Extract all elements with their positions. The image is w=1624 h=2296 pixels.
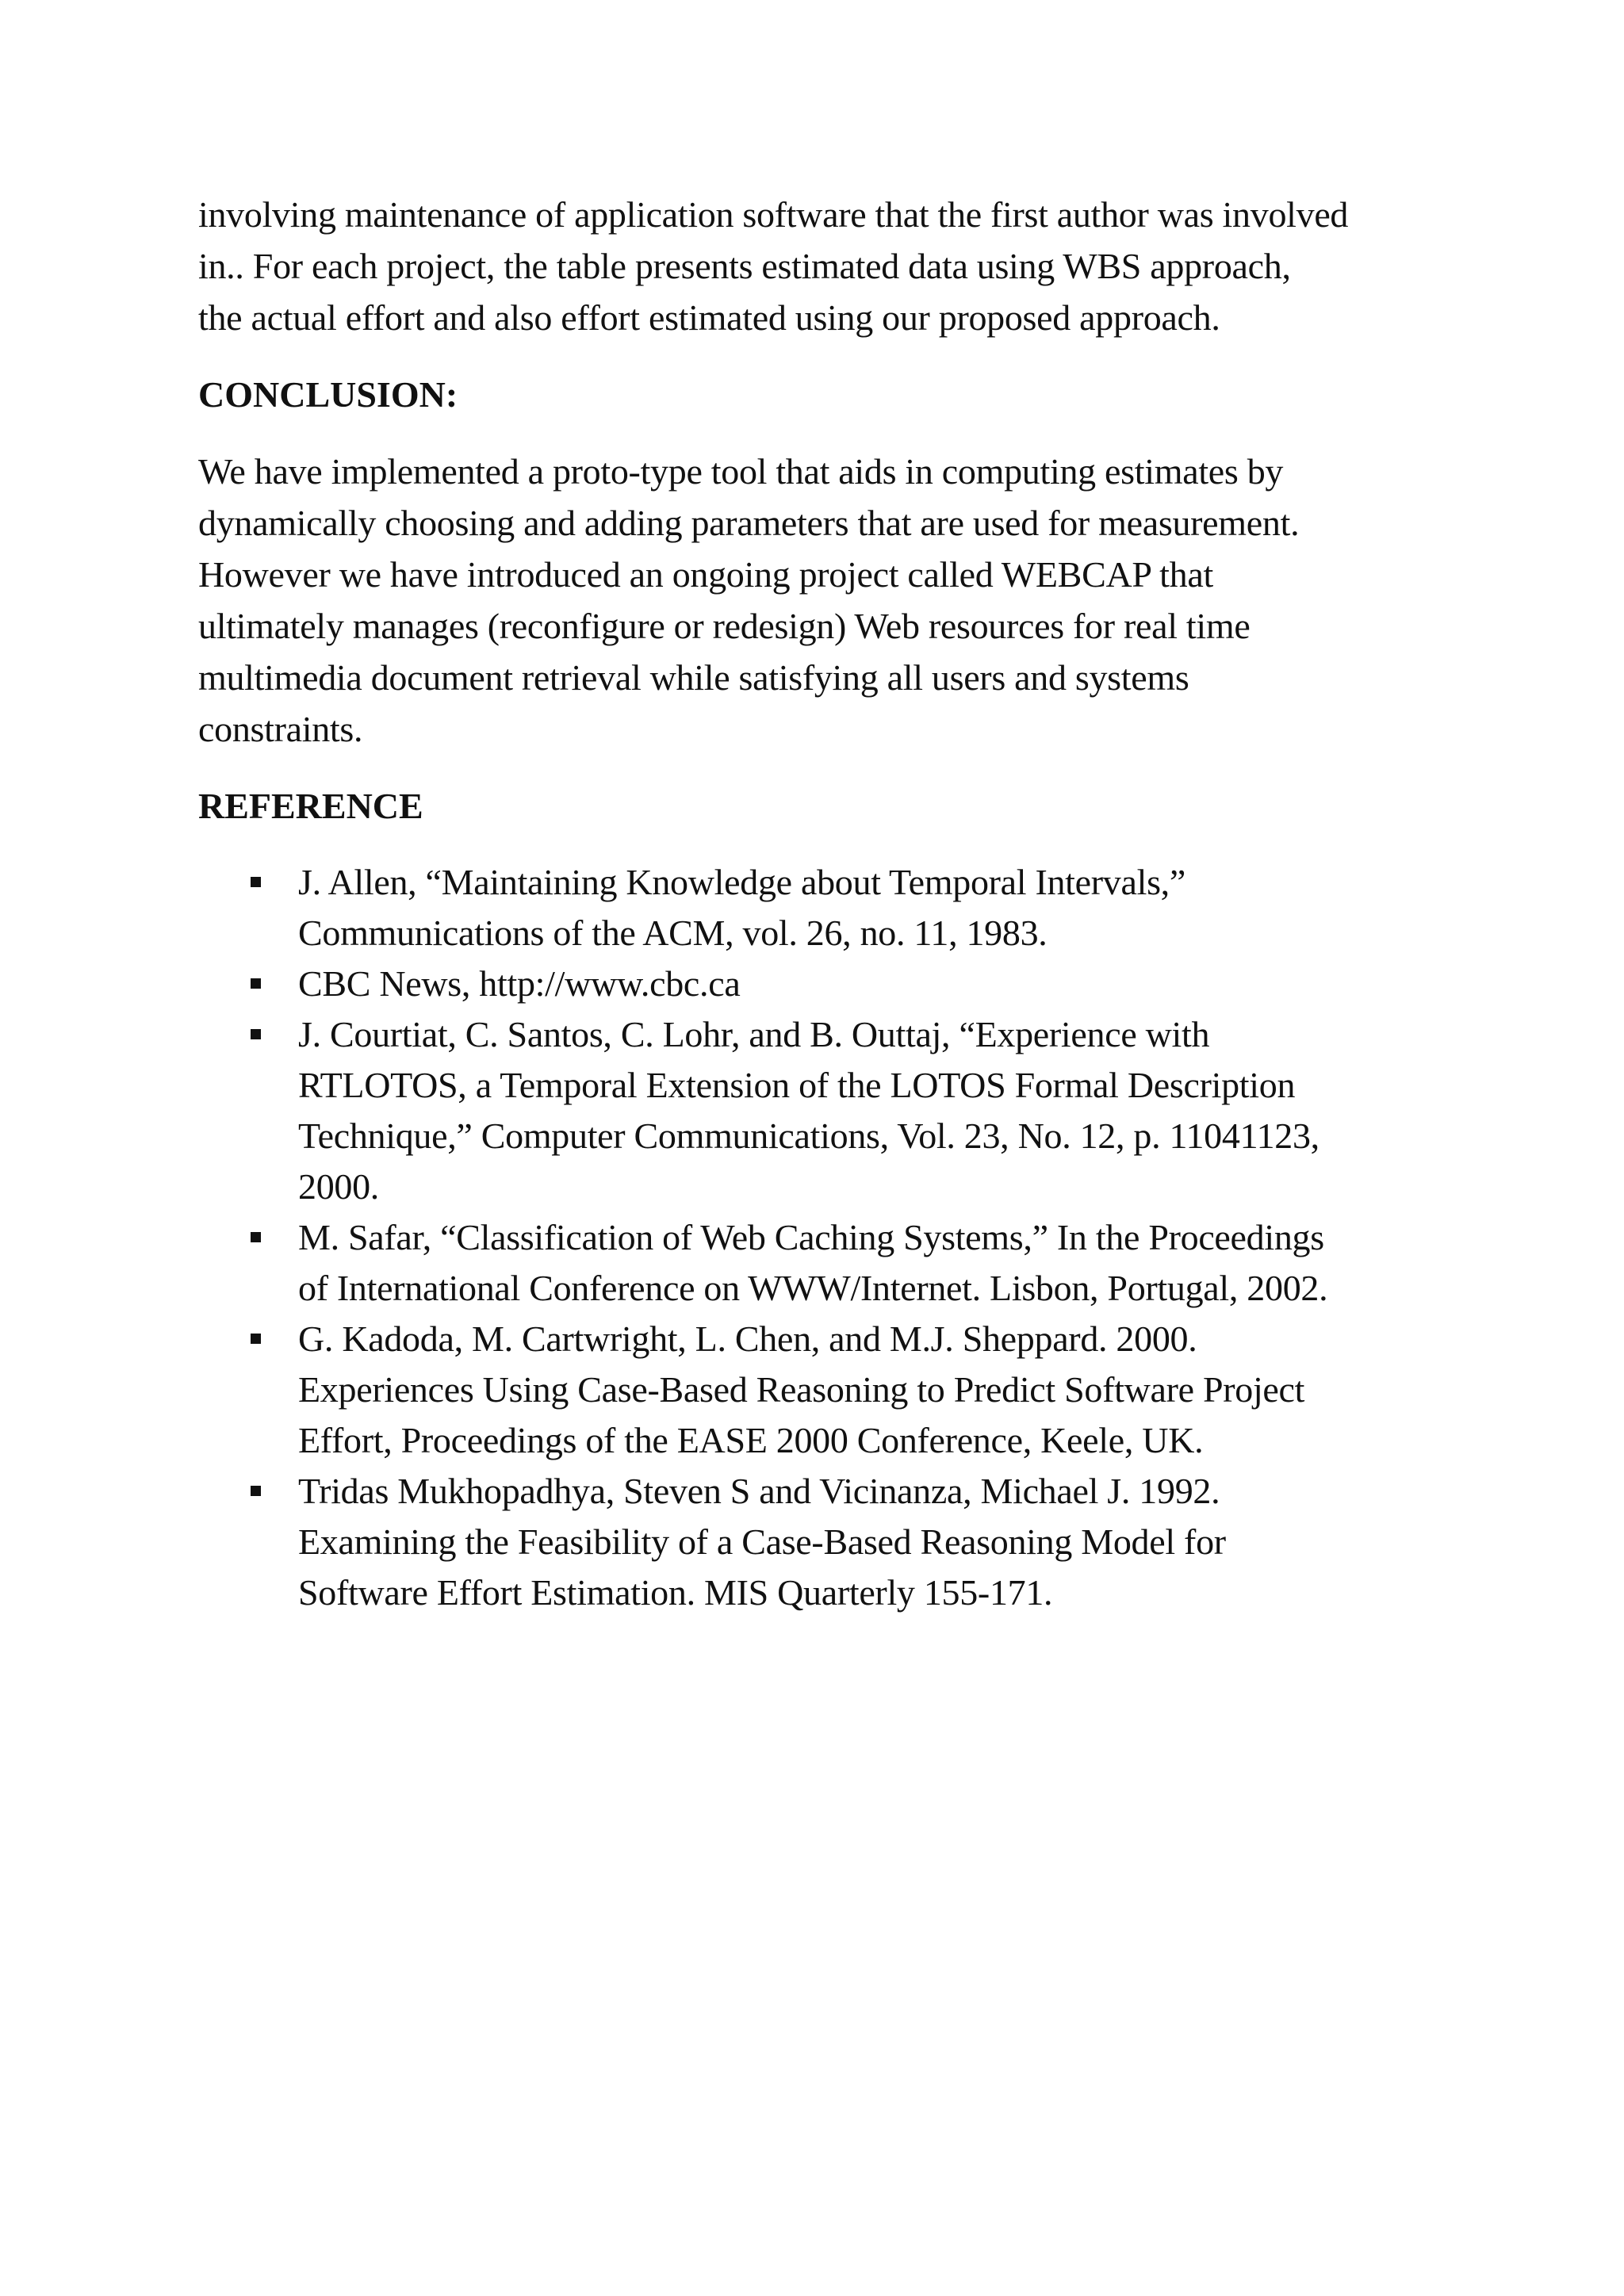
intro-line: involving maintenance of application software that the first author was involved (198, 194, 1349, 235)
square-bullet-icon (251, 1486, 261, 1496)
square-bullet-icon (251, 1029, 261, 1039)
reference-line: 2000. (298, 1166, 380, 1207)
reference-item (198, 1314, 1435, 1466)
reference-item (198, 1466, 1435, 1618)
square-bullet-icon (251, 1334, 261, 1344)
square-bullet-icon (251, 978, 261, 989)
conclusion-line: constraints. (198, 709, 363, 749)
reference-line: J. Allen, “Maintaining Knowledge about Temporal Intervals,” (298, 862, 1186, 902)
reference-line: Examining the Feasibility of a Case-Based Reasoning Model for (298, 1521, 1226, 1562)
reference-list (198, 857, 1435, 1618)
reference-line: Experiences Using Case-Based Reasoning to Predict Software Project (298, 1369, 1305, 1410)
reference-item (198, 1212, 1435, 1314)
reference-line: Effort, Proceedings of the EASE 2000 Conference, Keele, UK. (298, 1420, 1204, 1460)
square-bullet-icon (251, 1232, 261, 1242)
conclusion-line: ultimately manages (reconfigure or redesign) Web resources for real time (198, 606, 1251, 646)
intro-line: in.. For each project, the table presents estimated data using WBS approach, (198, 246, 1291, 286)
reference-line: M. Safar, “Classification of Web Caching Systems,” In the Proceedings (298, 1217, 1324, 1257)
conclusion-line: multimedia document retrieval while satisfying all users and systems (198, 657, 1189, 698)
conclusion-line: We have implemented a proto-type tool that aids in computing estimates by (198, 451, 1284, 492)
reference-item (198, 959, 1435, 1009)
reference-item (198, 857, 1435, 959)
reference-item (198, 1009, 1435, 1212)
reference-line: of International Conference on WWW/Internet. Lisbon, Portugal, 2002. (298, 1268, 1328, 1308)
reference-line: Communications of the ACM, vol. 26, no. 11, 1983. (298, 913, 1048, 953)
intro-line: the actual effort and also effort estimated using our proposed approach. (198, 297, 1220, 338)
intro-paragraph (198, 189, 1435, 343)
square-bullet-icon (251, 877, 261, 887)
reference-line: Tridas Mukhopadhya, Steven S and Vicinanza, Michael J. 1992. (298, 1471, 1220, 1511)
reference-line: CBC News, http://www.cbc.ca (298, 963, 741, 1004)
conclusion-paragraph (198, 446, 1435, 755)
conclusion-heading: CONCLUSION: (198, 374, 458, 415)
page-content (198, 189, 1435, 1631)
conclusion-line: However we have introduced an ongoing project called WEBCAP that (198, 554, 1213, 595)
conclusion-line: dynamically choosing and adding parameters that are used for measurement. (198, 503, 1300, 543)
reference-line: G. Kadoda, M. Cartwright, L. Chen, and M.J. Sheppard. 2000. (298, 1318, 1197, 1359)
reference-heading: REFERENCE (198, 786, 423, 826)
reference-line: J. Courtiat, C. Santos, C. Lohr, and B. Outtaj, “Experience with (298, 1014, 1210, 1054)
reference-line: Technique,” Computer Communications, Vol. 23, No. 12, p. 11041123, (298, 1115, 1320, 1156)
reference-line: Software Effort Estimation. MIS Quarterly 155-171. (298, 1572, 1053, 1613)
reference-line: RTLOTOS, a Temporal Extension of the LOTOS Formal Description (298, 1065, 1296, 1105)
